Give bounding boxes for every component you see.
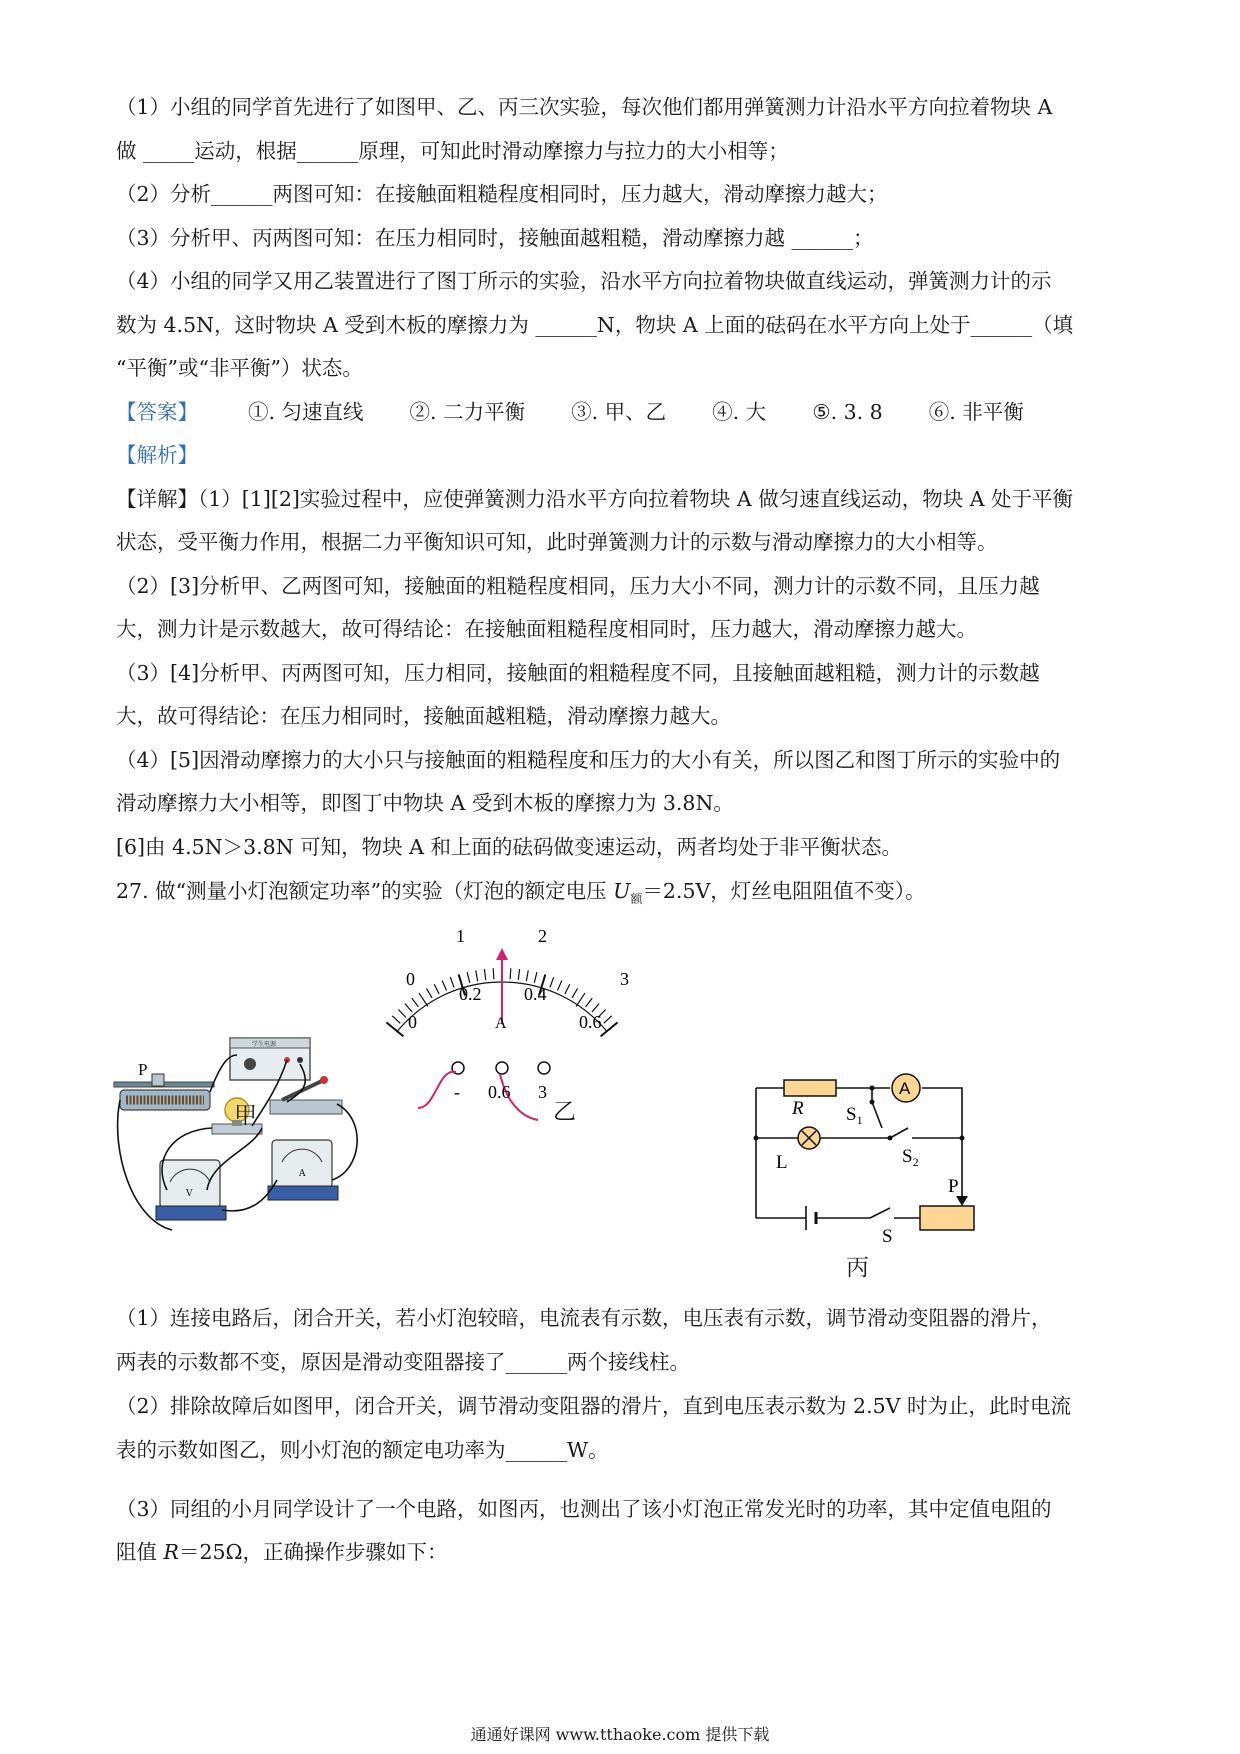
terminal-icon	[496, 1062, 508, 1074]
question-line: 做 _____运动，根据______原理，可知此时滑动摩擦力与拉力的大小相等；	[116, 139, 789, 163]
dial-pointer-tip	[496, 948, 508, 960]
rheostat-icon	[114, 1060, 214, 1110]
question-line: 两表的示数都不变，原因是滑动变阻器接了______两个接线柱。	[116, 1350, 690, 1374]
terminal-icon	[538, 1062, 550, 1074]
question-line: （1）小组的同学首先进行了如图甲、乙、丙三次实验，每次他们都用弹簧测力计沿水平方向拉着物块 A	[116, 95, 1053, 119]
resistor-icon	[784, 1080, 836, 1096]
apparatus-figure	[112, 1030, 392, 1250]
dial-label-top: 3	[620, 969, 629, 989]
dial-tick	[434, 984, 439, 994]
wire-left	[418, 1072, 456, 1108]
dial-tick	[510, 968, 511, 979]
terminal-label: 3	[538, 1082, 547, 1102]
detail-line: [6]由 4.5N＞3.8N 可知，物块 A 和上面的砝码做变速运动，两者均处于非平衡状态。	[116, 835, 902, 859]
answer-item: ⑤. 3. 8	[812, 400, 883, 424]
svg-text:学生电源: 学生电源	[252, 1041, 277, 1048]
dial-tick	[565, 984, 570, 994]
detail-line: （2）[3]分析甲、乙两图可知，接触面的粗糙程度相同，压力大小不同，测力计的示数不同，且压力越	[116, 574, 1040, 598]
detail-line: （4）[5]因滑动摩擦力的大小只与接触面的粗糙程度和压力的大小有关，所以图乙和图丁所示的实验中的	[116, 748, 1061, 772]
dial-label-top: 0	[406, 969, 415, 989]
lamp-label: L	[776, 1152, 788, 1173]
ammeter-symbol-label: A	[899, 1079, 911, 1098]
detail-line: 【详解】（1）[1][2]实验过程中，应使弹簧测力沿水平方向拉着物块 A 做匀速直线运动，物块 A 处于平衡	[116, 487, 1074, 511]
knife-switch-icon	[270, 1076, 342, 1114]
dial-tick	[426, 988, 432, 998]
question-line: （3）同组的小月同学设计了一个电路，如图丙，也测出了该小灯泡正常发光时的功率，其中定值电阻的	[116, 1497, 1052, 1521]
detail-line: （3）[4]分析甲、丙两图可知，压力相同，接触面的粗糙程度不同，且接触面越粗糙，测力计的示数越	[116, 661, 1040, 685]
question-27-title: 27. 做“测量小灯泡额定功率”的实验（灯泡的额定电压 $U_额=2.5V$，灯丝电阻阻值不变）。	[116, 879, 926, 907]
dial-tick	[398, 1010, 406, 1018]
question-line: 表的示数如图乙，则小灯泡的额定电功率为______W。	[116, 1438, 609, 1462]
dial-tick	[601, 1022, 618, 1036]
page-footer: 通通好课网 www.tthaoke.com 提供下载	[470, 1725, 770, 1744]
figure-caption-jia: 甲	[234, 1103, 257, 1129]
svg-text:P: P	[138, 1060, 148, 1079]
dial-label-bottom: 0	[408, 1012, 417, 1032]
ammeter-icon	[268, 1140, 338, 1200]
dial-tick	[405, 1004, 412, 1012]
question-line: （3）分析甲、丙两图可知：在压力相同时，接触面越粗糙，滑动摩擦力越 ______；	[116, 226, 874, 250]
detail-line: 大，测力计是示数越大，故可得结论：在接触面粗糙程度相同时，压力越大，滑动摩擦力越大。	[116, 617, 977, 641]
svg-text:A: A	[299, 1169, 306, 1179]
dial-tick	[572, 988, 578, 998]
dial-tick	[586, 998, 593, 1007]
circuit-diagram-figure	[740, 1062, 990, 1247]
dial-tick	[550, 977, 554, 987]
dial-unit: A	[495, 1015, 507, 1032]
question-line: 阻值 R＝25Ω，正确操作步骤如下：	[116, 1540, 448, 1564]
question-line: （2）分析______两图可知：在接触面粗糙程度相同时，压力越大，滑动摩擦力越大；	[116, 182, 888, 206]
answer-item: ②. 二力平衡	[409, 400, 526, 424]
question-line: （2）排除故障后如图甲，闭合开关，调节滑动变阻器的滑片，直到电压表示数为 2.5V 时为止，此时电流	[116, 1394, 1071, 1418]
dial-label-bottom: 0.6	[579, 1012, 602, 1032]
resistor-label: R	[792, 1098, 804, 1119]
switch-s-label: S	[882, 1226, 893, 1247]
slider-arrow-icon	[956, 1196, 968, 1206]
dial-tick	[493, 968, 494, 979]
rheostat-symbol-icon	[920, 1206, 974, 1230]
dial-tick	[557, 980, 561, 990]
figure-caption-bing: 丙	[846, 1255, 869, 1281]
answer-item: ①. 匀速直线	[248, 400, 364, 424]
analysis-label: 【解析】	[116, 443, 198, 467]
dial-label-top: 1	[456, 926, 465, 946]
svg-text:V: V	[186, 1189, 193, 1199]
dial-tick	[534, 972, 537, 983]
switch-s1-label: $S_1$	[846, 1104, 863, 1127]
terminal-label: 0.6	[488, 1082, 511, 1102]
dial-tick	[518, 969, 519, 980]
switch-s2-label: $S_2$	[902, 1146, 919, 1169]
detail-line: 大，故可得结论：在压力相同时，接触面越粗糙，滑动摩擦力越大。	[116, 704, 731, 728]
answer-label: 【答案】	[116, 400, 198, 424]
dial-tick	[442, 980, 446, 990]
detail-line: 状态，受平衡力作用，根据二力平衡知识可知，此时弹簧测力计的示数与滑动摩擦力的大小相等。	[116, 530, 998, 554]
dial-tick	[467, 972, 470, 983]
dial-tick	[450, 977, 454, 987]
dial-tick	[526, 970, 528, 981]
terminal-label: -	[454, 1082, 460, 1102]
dial-tick	[392, 1016, 400, 1023]
dial-tick	[476, 970, 478, 981]
power-supply-icon	[230, 1038, 310, 1080]
question-line: （1）连接电路后，闭合开关，若小灯泡较暗，电流表有示数，电压表有示数，调节滑动变阻器的滑片，	[116, 1306, 1052, 1330]
question-line: “平衡”或“非平衡”）状态。	[116, 356, 363, 380]
dial-tick	[484, 969, 485, 980]
slider-p-label: P	[948, 1176, 959, 1197]
dial-label-bottom: 0.4	[524, 984, 547, 1004]
dial-tick	[604, 1016, 612, 1023]
answer-item: ⑥. 非平衡	[928, 400, 1024, 424]
question-line: （4）小组的同学又用乙装置进行了图丁所示的实验，沿水平方向拉着物块做直线运动，弹簧测力计的示	[116, 269, 1052, 293]
question-line: 数为 4.5N，这时物块 A 受到木板的摩擦力为 ______N，物块 A 上面的砝码在水平方向上处于______（填	[116, 313, 1074, 337]
figure-caption-yi: 乙	[553, 1099, 576, 1125]
dial-tick	[592, 1004, 599, 1012]
dial-label-top: 2	[538, 926, 547, 946]
dial-tick	[412, 998, 419, 1007]
detail-line: 滑动摩擦力大小相等，即图丁中物块 A 受到木板的摩擦力为 3.8N。	[116, 791, 734, 815]
answer-item: ④. 大	[712, 400, 767, 424]
dial-label-bottom: 0.2	[459, 984, 482, 1004]
answer-row	[116, 397, 1126, 427]
answer-item: ③. 甲、乙	[571, 400, 667, 424]
